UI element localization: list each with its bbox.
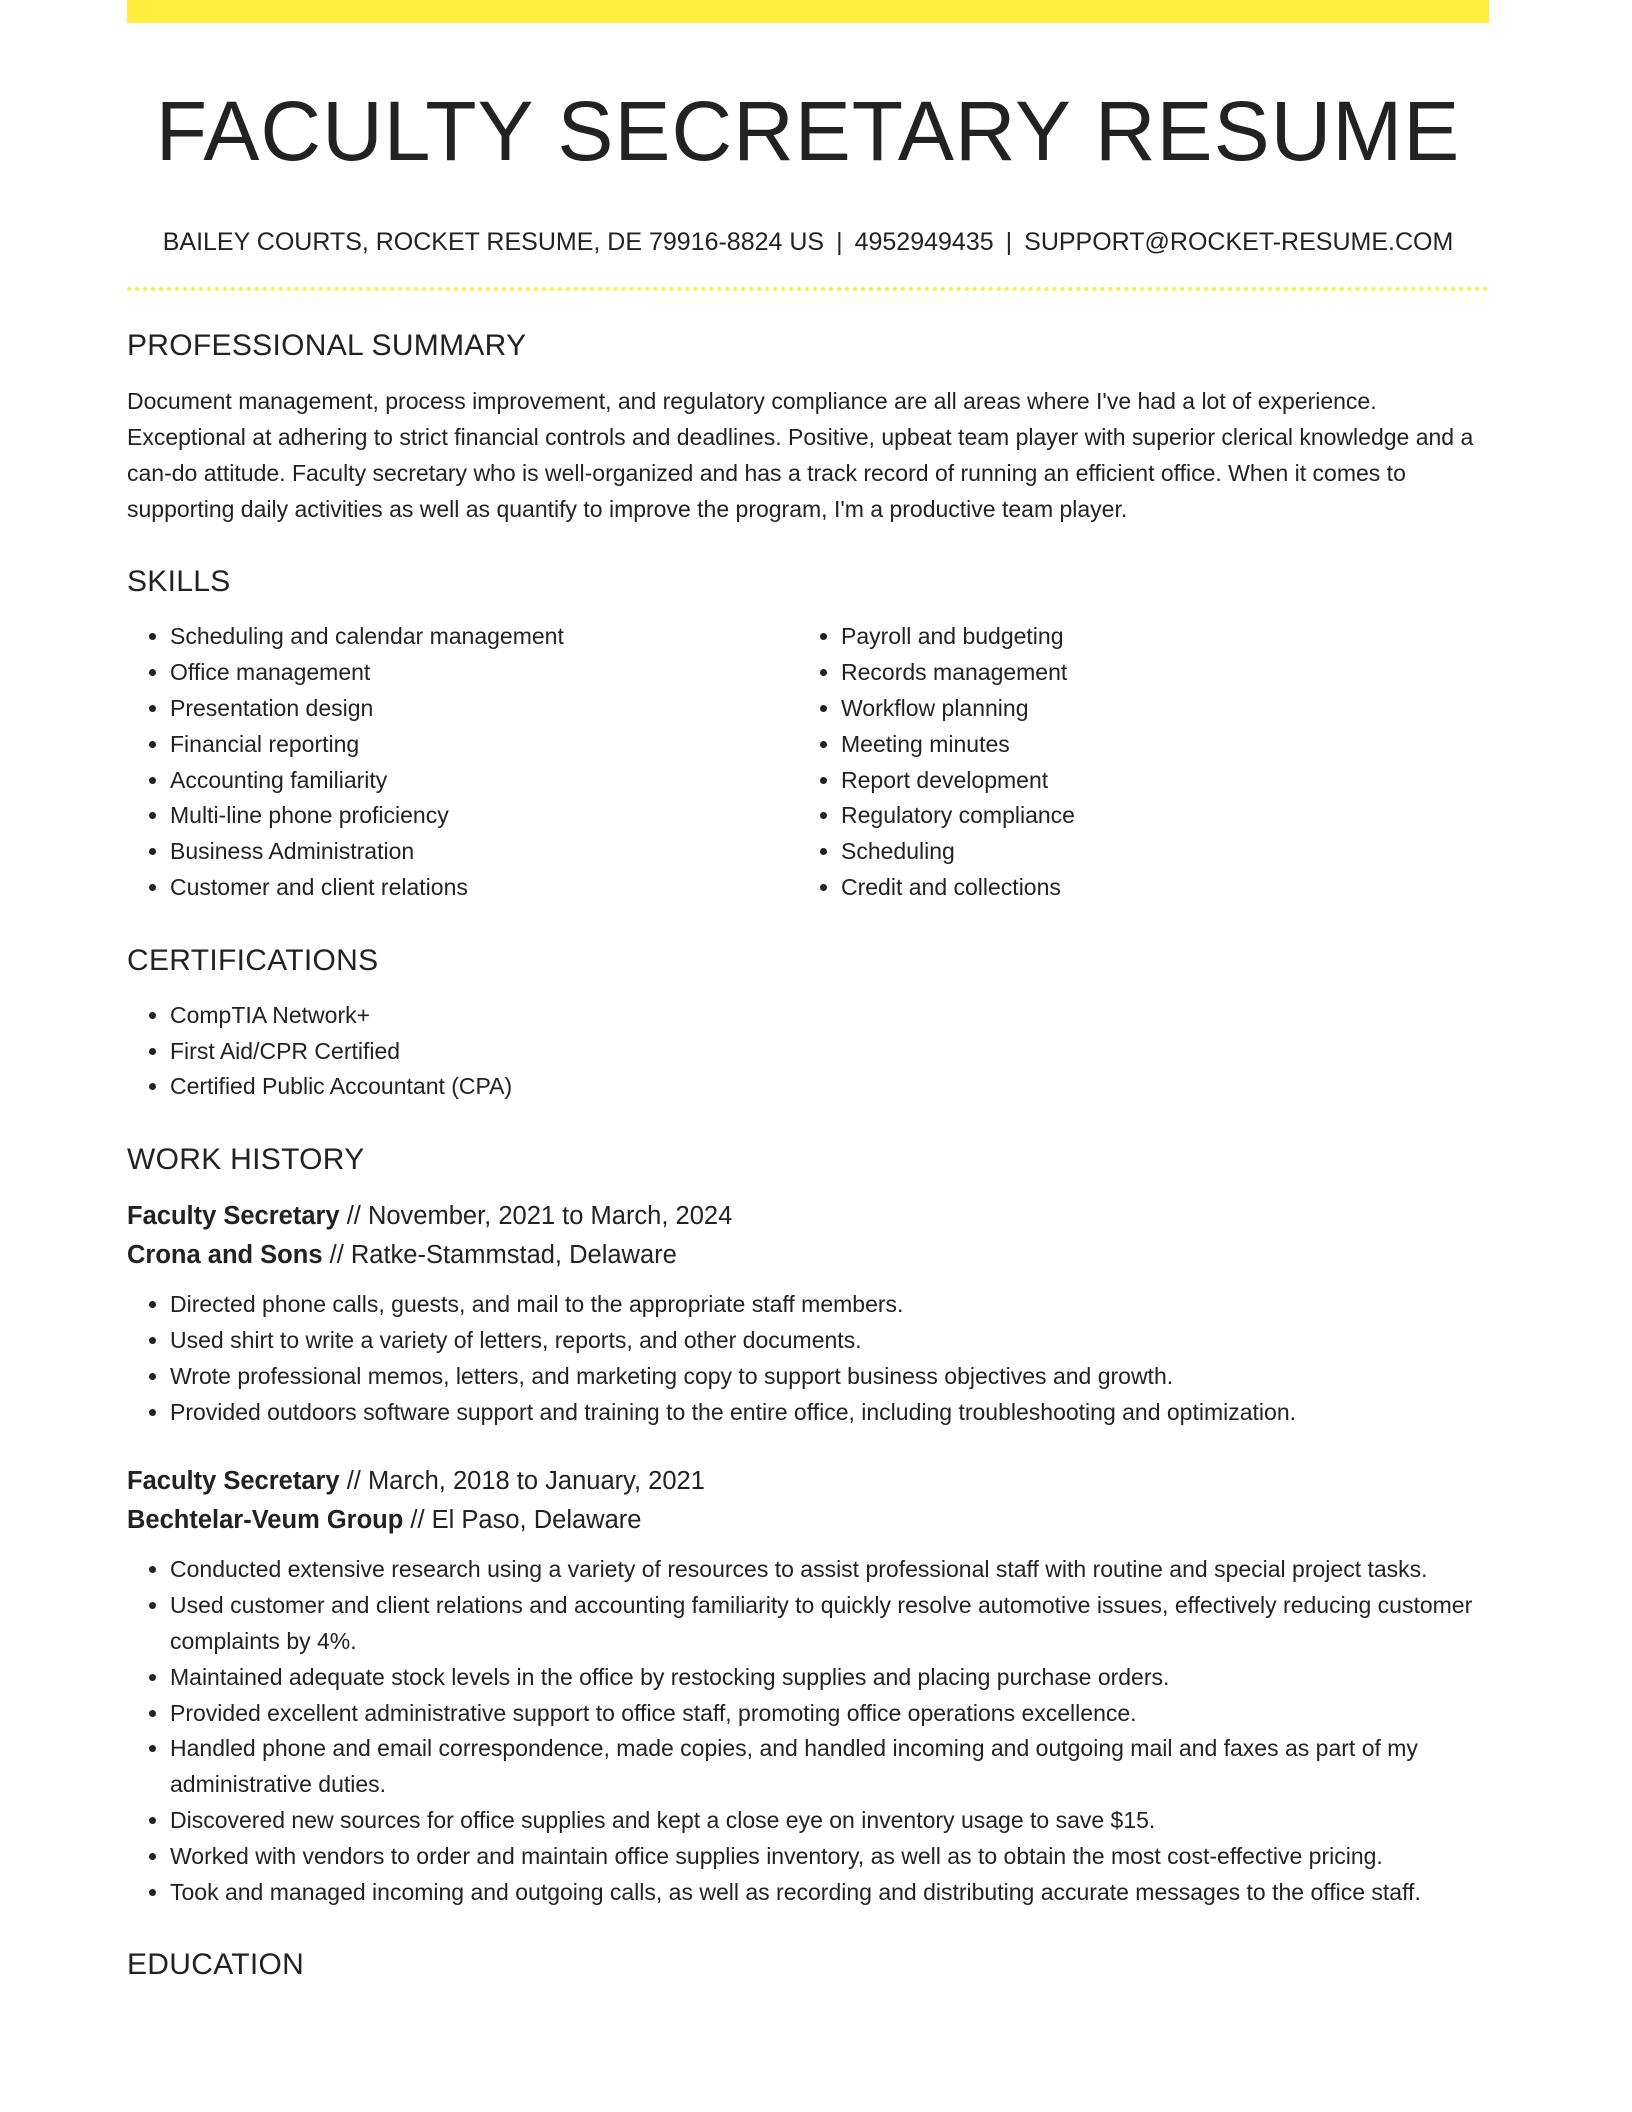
contact-phone: 4952949435 [854, 228, 994, 257]
job-company-line [127, 1501, 1489, 1540]
certification-item: • First Aid/CPR Certified [170, 1034, 1489, 1070]
education-section [127, 1948, 1489, 1982]
jobs-container [127, 1197, 1489, 1910]
contact-separator: | [1005, 228, 1013, 257]
job-dates: // March, 2018 to January, 2021 [339, 1467, 705, 1496]
work-history-section [127, 1143, 1489, 1910]
skill-item: • Report development [841, 763, 1461, 799]
job-entry [127, 1462, 1489, 1910]
skills-heading: SKILLS [127, 565, 231, 599]
job-company-line [127, 1236, 1489, 1275]
contact-separator: | [836, 228, 843, 257]
job-bullets [127, 1287, 1489, 1430]
job-entry [127, 1197, 1489, 1430]
job-title: Faculty Secretary [127, 1202, 340, 1231]
skill-item: • Workflow planning [841, 691, 1461, 727]
skill-item: • Records management [841, 655, 1461, 691]
job-bullet: • Took and managed incoming and outgoing calls, as well as recording and distributing accurate messages to the office staff. [170, 1875, 1489, 1911]
resume-page [127, 0, 1489, 2002]
skill-item: • Scheduling [841, 834, 1461, 870]
job-bullet: • Maintained adequate stock levels in the office by restocking supplies and placing purchase orders. [170, 1660, 1489, 1696]
job-location: // Ratke-Stammstad, Delaware [322, 1241, 677, 1270]
job-title: Faculty Secretary [127, 1467, 340, 1496]
certification-item: • CompTIA Network+ [170, 998, 1489, 1034]
skill-item: • Regulatory compliance [841, 798, 1461, 834]
contact-address: BAILEY COURTS, ROCKET RESUME, DE 79916-8824 US [162, 228, 825, 257]
job-bullet: • Wrote professional memos, letters, and marketing copy to support business objectives and growth. [170, 1359, 1489, 1395]
page-title: FACULTY SECRETARY RESUME [155, 84, 1461, 178]
dotted-divider [127, 287, 1489, 291]
contact-line [127, 227, 1489, 257]
job-location: // El Paso, Delaware [403, 1506, 642, 1535]
summary-heading: PROFESSIONAL SUMMARY [127, 329, 527, 363]
skill-item: • Multi-line phone proficiency [170, 798, 798, 834]
work-history-heading: WORK HISTORY [127, 1143, 365, 1177]
skills-grid [127, 619, 1489, 905]
job-bullet: • Directed phone calls, guests, and mail to the appropriate staff members. [170, 1287, 1489, 1323]
top-accent-bar [127, 0, 1489, 23]
skills-section [127, 565, 1489, 905]
skill-item: • Financial reporting [170, 727, 798, 763]
skill-item: • Accounting familiarity [170, 763, 798, 799]
contact-email: SUPPORT@ROCKET-RESUME.COM [1024, 228, 1454, 257]
education-heading: EDUCATION [127, 1948, 305, 1982]
job-bullet: • Handled phone and email correspondence, made copies, and handled incoming and outgoing mail and faxes as part of my administrative duties. [170, 1731, 1489, 1803]
skill-item: • Business Administration [170, 834, 798, 870]
skills-list-right [798, 619, 1461, 905]
job-bullet: • Worked with vendors to order and maintain office supplies inventory, as well as to obtain the most cost-effective pricing. [170, 1839, 1489, 1875]
skill-item: • Meeting minutes [841, 727, 1461, 763]
job-bullet: • Used customer and client relations and accounting familiarity to quickly resolve automotive issues, effectively reducing customer complaints by 4%. [170, 1588, 1489, 1660]
job-bullet: • Discovered new sources for office supplies and kept a close eye on inventory usage to save $15. [170, 1803, 1489, 1839]
skills-list-left [127, 619, 798, 905]
skill-item: • Presentation design [170, 691, 798, 727]
certifications-heading: CERTIFICATIONS [127, 943, 379, 977]
job-dates: // November, 2021 to March, 2024 [339, 1202, 733, 1231]
job-bullets [127, 1552, 1489, 1910]
job-title-line [127, 1462, 1489, 1501]
certification-item: • Certified Public Accountant (CPA) [170, 1069, 1489, 1105]
skill-item: • Payroll and budgeting [841, 619, 1461, 655]
job-bullet: • Provided outdoors software support and training to the entire office, including troubleshooting and optimization. [170, 1395, 1489, 1431]
job-company: Bechtelar-Veum Group [127, 1506, 404, 1535]
certifications-list [127, 998, 1489, 1105]
summary-section [127, 329, 1489, 527]
skill-item: • Scheduling and calendar management [170, 619, 798, 655]
job-bullet: • Conducted extensive research using a variety of resources to assist professional staff with routine and special project tasks. [170, 1552, 1489, 1588]
summary-text: Document management, process improvement, and regulatory compliance are all areas where I've had a lot of experience. Exceptional at adhering to strict financial controls and deadlines. Positive, upbeat team player with superior clerical knowledge and a can-do attitude. Faculty secretary who is well-organized and has a track record of running an efficient office. When it comes to supporting daily activities as well as quantify to improve the program, I'm a productive team player. [127, 388, 1474, 523]
skill-item: • Customer and client relations [170, 870, 798, 906]
certifications-section [127, 944, 1489, 1105]
job-title-line [127, 1197, 1489, 1236]
job-company: Crona and Sons [127, 1241, 323, 1270]
job-bullet: • Used shirt to write a variety of letters, reports, and other documents. [170, 1323, 1489, 1359]
job-bullet: • Provided excellent administrative support to office staff, promoting office operations excellence. [170, 1696, 1489, 1732]
skill-item: • Credit and collections [841, 870, 1461, 906]
skill-item: • Office management [170, 655, 798, 691]
